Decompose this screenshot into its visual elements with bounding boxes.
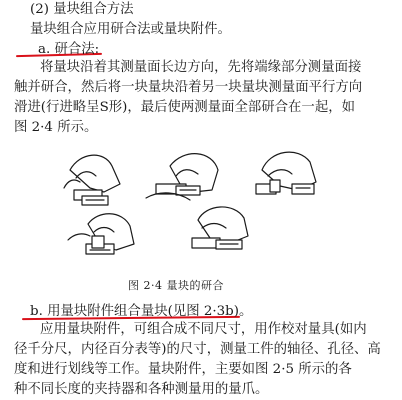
figure-caption: 图 2·4 量块的研合 [128,279,224,292]
hand-illustration-4 [68,214,134,254]
method-b-line-3: 度和进行划线等工作。量块附件，主要如图 2·5 所示的各 [14,362,352,377]
method-b-line-2: 径千分尺，内径百分表等)的尺寸，测量工件的轴径、孔径、高 [14,342,381,357]
method-a-line-3: 滑进(行进略呈S形)，最后使两测量面全部研合在一起，如 [14,100,355,115]
method-b-line-1: 应用量块附件，可组合成不同尺寸，用作校对量具(如内 [40,322,367,337]
hand-illustration-1 [64,155,120,205]
hand-illustration-3 [256,152,316,194]
method-a-line-4: 图 2·4 所示。 [14,120,98,135]
section-heading: (2) 量块组合方法 [30,2,134,17]
hand-illustration-5 [192,207,248,249]
hand-illustration-2 [146,154,218,200]
method-b-label: b. 用量块附件组合量块(见图 2·3b)。 [30,304,253,319]
method-b-line-4: 种不同长度的夹持器和各种测量用的量爪。 [14,382,269,397]
method-a-label: a. 研合法: [38,42,100,57]
gauge-block-wringing-illustration [30,140,370,274]
intro-paragraph: 量块组合应用研合法或量块附件。 [30,22,231,37]
method-a-line-1: 将量块沿着其测量面长边方向，先将端缘部分测量面接 [40,60,362,75]
method-a-line-2: 触并研合，然后将一块量块沿着另一块量块测量面平行方向 [14,80,363,95]
